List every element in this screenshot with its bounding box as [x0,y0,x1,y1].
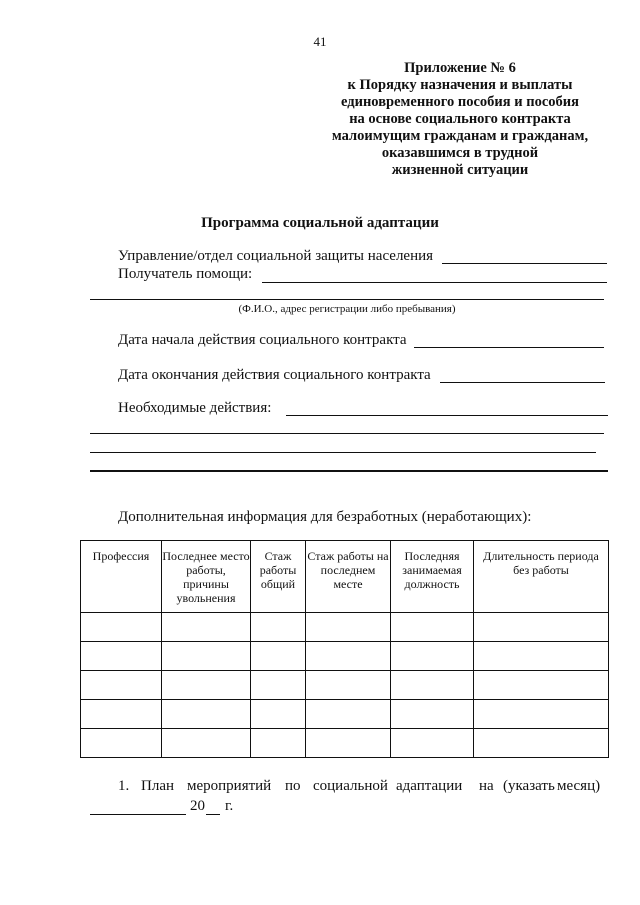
recipient-field[interactable] [262,282,607,283]
actions-field-line-3[interactable] [90,452,596,453]
table-row [81,642,609,671]
program-title: Программа социальной адаптации [201,215,439,231]
start-date-field[interactable] [414,347,604,348]
table-cell[interactable] [306,729,391,758]
plan-year-field[interactable] [206,814,220,815]
table-cell[interactable] [391,642,474,671]
start-date-label: Дата начала действия социального контракта [118,332,407,348]
plan-word: План [141,778,175,794]
appendix-line: к Порядку назначения и выплаты [347,77,573,93]
plan-year-suffix: г. [225,798,234,814]
recipient-field-continued[interactable] [90,299,604,300]
table-cell[interactable] [251,613,306,642]
plan-year-prefix: 20 [190,798,205,814]
table-cell[interactable] [306,671,391,700]
table-cell[interactable] [162,671,251,700]
table-cell[interactable] [251,700,306,729]
plan-word: социальной [313,778,388,794]
appendix-line: оказавшимся в трудной [381,145,539,161]
plan-number: 1. [118,778,130,794]
department-field[interactable] [442,263,607,264]
end-date-field[interactable] [440,382,605,383]
table-header-row [81,541,609,613]
table-cell[interactable] [162,700,251,729]
appendix-line: малоимущим гражданам и гражданам, [331,128,589,144]
table-row [81,613,609,642]
plan-word: адаптации [396,778,463,794]
table-row [81,700,609,729]
table-cell[interactable] [81,700,162,729]
header-last-position: Последняя занимаемая должность [391,541,474,613]
table-row [81,671,609,700]
page-number: 41 [313,34,327,49]
table-cell[interactable] [251,729,306,758]
appendix-line: жизненной ситуации [391,162,529,178]
table-cell[interactable] [391,671,474,700]
table-row [81,729,609,758]
table-cell[interactable] [391,613,474,642]
appendix-line: единовременного пособия и пособия [341,94,579,110]
additional-info-label: Дополнительная информация для безработных (неработающих): [118,509,532,525]
actions-field-line-4[interactable] [90,470,608,472]
header-total-experience: Стаж работы общий [251,541,306,613]
table-cell[interactable] [81,671,162,700]
unemployed-info-table [80,540,609,758]
table-cell[interactable] [306,700,391,729]
plan-word: на [479,778,494,794]
table-cell[interactable] [251,642,306,671]
table-cell[interactable] [474,729,609,758]
header-profession: Профессия [81,541,162,613]
table-cell[interactable] [81,729,162,758]
actions-label: Необходимые действия: [118,400,272,416]
recipient-caption: (Ф.И.О., адрес регистрации либо пребывания) [238,303,456,315]
plan-word: месяц) [557,778,601,794]
table-cell[interactable] [474,642,609,671]
department-label: Управление/отдел социальной защиты населения [118,248,434,264]
appendix-line: Приложение № 6 [404,60,516,76]
table-cell[interactable] [162,729,251,758]
appendix-header [318,60,602,179]
table-cell[interactable] [251,671,306,700]
table-cell[interactable] [162,613,251,642]
table-cell[interactable] [81,613,162,642]
table-cell[interactable] [391,729,474,758]
header-unemployment-duration: Длительность периода без работы [474,541,609,613]
table-cell[interactable] [306,642,391,671]
actions-field-line-2[interactable] [90,433,604,434]
table-cell[interactable] [306,613,391,642]
appendix-line: на основе социального контракта [349,111,571,127]
plan-word: мероприятий [187,778,272,794]
header-last-workplace: Последнее место работы, причины увольнения [162,541,251,613]
actions-field[interactable] [286,415,608,416]
table-cell[interactable] [474,613,609,642]
table-cell[interactable] [81,642,162,671]
recipient-label: Получатель помощи: [118,266,253,282]
table-cell[interactable] [474,700,609,729]
plan-word: по [285,778,301,794]
table-cell[interactable] [391,700,474,729]
plan-month-field[interactable] [90,814,186,815]
table-cell[interactable] [162,642,251,671]
end-date-label: Дата окончания действия социального контракта [118,367,431,383]
plan-word: (указать [503,778,555,794]
table-cell[interactable] [474,671,609,700]
header-last-place-experience: Стаж работы на последнем месте [306,541,391,613]
